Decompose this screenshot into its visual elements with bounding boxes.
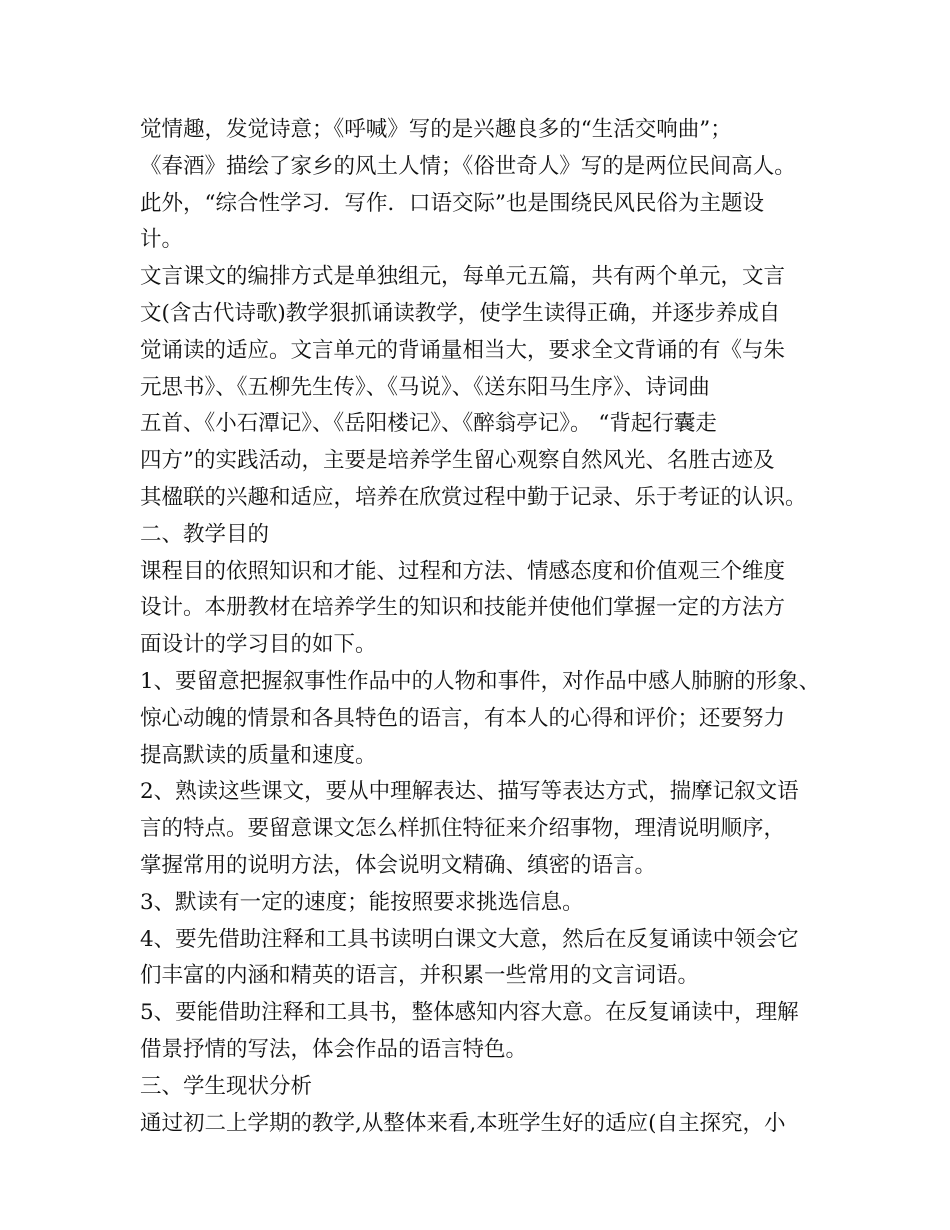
text-line: 文(含古代诗歌)教学狠抓诵读教学，使学生读得正确，并逐步养成自	[140, 300, 781, 326]
text-line: 元思书》、《五柳先生传》、《马说》、《送东阳马生序》、诗词曲	[140, 374, 710, 400]
text-line: 3、默读有一定的速度；能按照要求挑选信息。	[140, 889, 584, 915]
text-line: 课程目的依照知识和才能、过程和方法、情感态度和价值观三个维度	[140, 558, 786, 584]
text-line: 其楹联的兴趣和适应，培养在欣赏过程中勤于记录、乐于考证的认识。	[140, 484, 807, 510]
section-heading: 三、学生现状分析	[140, 1073, 313, 1099]
text-line: 掌握常用的说明方法，体会说明文精确、缜密的语言。	[140, 852, 657, 878]
text-line: 四方”的实践活动，主要是培养学生留心观察自然风光、名胜古迹及	[140, 448, 775, 474]
text-line: 们丰富的内涵和精英的语言，并积累一些常用的文言词语。	[140, 963, 700, 989]
text-line: 面设计的学习目的如下。	[140, 632, 377, 658]
text-line: 觉情趣，发觉诗意；《呼喊》写的是兴趣良多的“生活交响曲”；	[140, 117, 732, 142]
text-line: 提高默读的质量和速度。	[140, 742, 377, 768]
text-line: 4、要先借助注释和工具书读明白课文大意，然后在反复诵读中领会它	[140, 926, 799, 952]
text-line: 五首、《小石潭记》、《岳阳楼记》、《醉翁亭记》。 “背起行囊走	[140, 411, 717, 437]
section-heading: 二、教学目的	[140, 521, 270, 547]
text-line: 惊心动魄的情景和各具特色的语言，有本人的心得和评价；还要努力	[140, 705, 786, 731]
document-body	[140, 112, 820, 1142]
text-line: 2、熟读这些课文，要从中理解表达、描写等表达方式，揣摩记叙文语	[140, 779, 799, 805]
text-line: 5、要能借助注释和工具书，整体感知内容大意。在反复诵读中，理解	[140, 1000, 799, 1026]
text-line: 设计。本册教材在培养学生的知识和技能并使他们掌握一定的方法方	[140, 595, 786, 621]
text-line: 通过初二上学期的教学,从整体来看,本班学生好的适应(自主探究，小	[140, 1110, 786, 1136]
text-line: 借景抒情的写法，体会作品的语言特色。	[140, 1036, 528, 1062]
text-line: 计。	[140, 227, 184, 253]
text-line: 文言课文的编排方式是单独组元，每单元五篇，共有两个单元，文言	[140, 264, 786, 290]
text-line: 1、要留意把握叙事性作品中的人物和事件，对作品中感人肺腑的形象、	[140, 668, 820, 694]
text-line: 《春酒》描绘了家乡的风土人情；《俗世奇人》写的是两位民间高人。	[140, 153, 796, 179]
text-line: 此外，“综合性学习．写作．口语交际”也是围绕民风民俗为主题设	[140, 190, 764, 216]
text-line: 觉诵读的适应。文言单元的背诵量相当大，要求全文背诵的有《与朱	[140, 337, 786, 363]
text-line: 言的特点。要留意课文怎么样抓住特征来介绍事物，理清说明顺序，	[140, 816, 786, 842]
